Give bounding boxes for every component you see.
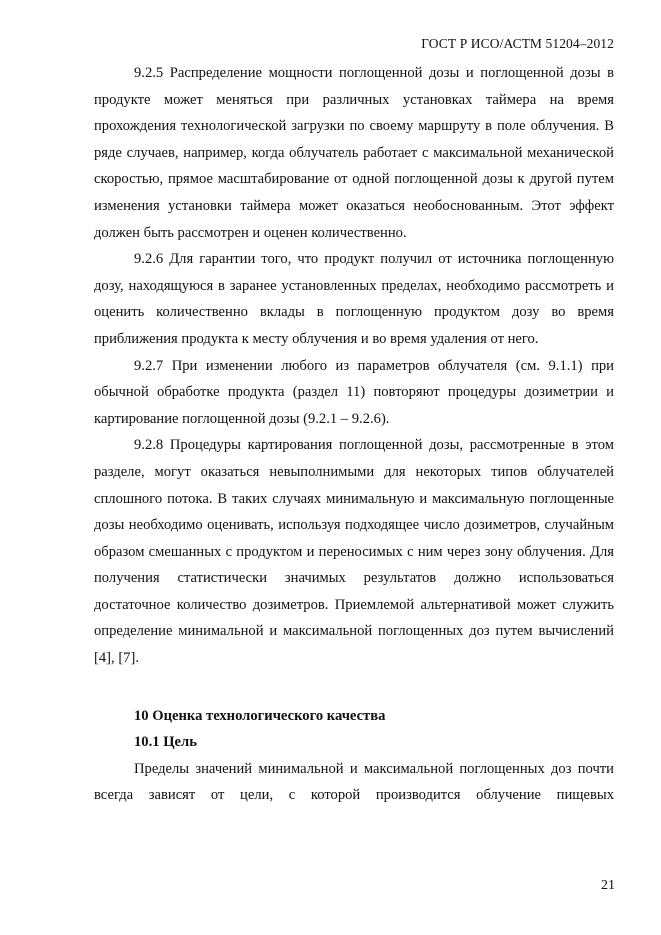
subsection-heading: 10.1 Цель xyxy=(134,734,197,751)
standard-header: ГОСТ Р ИСО/АСТМ 51204–2012 xyxy=(421,36,614,51)
paragraph-9-2-6: 9.2.6 Для гарантии того, что продукт получил от источника поглощенную дозу, находящуюся в заранее установленных пределах, необходимо рассмотреть и оценить количественно вклады в поглощенную продуктом дозу во время приближения продукта к месту облучения и во время удаления от него. xyxy=(94,251,614,347)
page-number: 21 xyxy=(601,878,615,893)
paragraph-9-2-5: 9.2.5 Распределение мощности поглощенной дозы и поглощенной дозы в продукте может меняться при различных установках таймера на время прохождения технологической загрузки по своему маршруту в поле облучения. В ряде случаев, например, когда облучатель работает с максимальной механической скоростью, прямое масштабирование от одной поглощенной дозы к другой путем изменения установки таймера может оказаться необоснованным. Этот эффект должен быть рассмотрен и оценен количественно. xyxy=(94,65,614,241)
section-heading: 10 Оценка технологического качества xyxy=(134,707,386,724)
paragraph-9-2-7: 9.2.7 При изменении любого из параметров облучателя (см. 9.1.1) при обычной обработке продукта (раздел 11) повторяют процедуры дозиметрии и картирование поглощенной дозы (9.2.1 – 9.2.6). xyxy=(94,357,614,427)
section-spacer xyxy=(94,672,614,703)
paragraph-9-2-8: 9.2.8 Процедуры картирования поглощенной дозы, рассмотренные в этом разделе, могут оказаться невыполнимыми для некоторых типов облучателей сплошного потока. В таких случаях минимальную и максимальную поглощенные дозы необходимо оценивать, используя подходящее число дозиметров, случайным образом смешанных с продуктом и переносимых с ним через зону облучения. Для получения статистически значимых результатов должно использоваться достаточное количество дозиметров. Приемлемой альтернативой может служить определение минимальной и максимальной поглощенных доз путем вычислений [4], [7]. xyxy=(94,437,614,667)
paragraph-10-1: Пределы значений минимальной и максимальной поглощенных доз почти всегда зависят от цели, с которой производится облучение пищевых xyxy=(94,760,614,804)
document-body xyxy=(94,60,614,809)
